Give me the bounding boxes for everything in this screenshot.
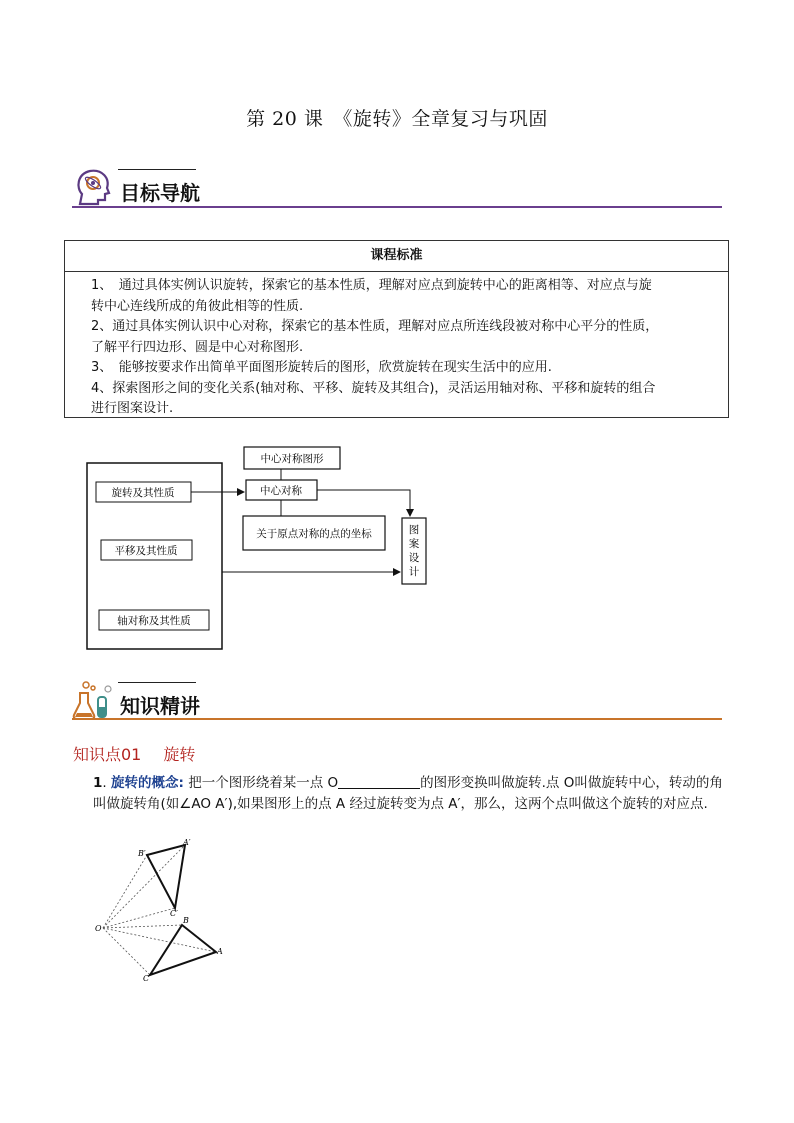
design-char: 计 [408,566,420,578]
section-top-line [118,169,196,170]
standard-line: 转中心连线所成的角彼此相等的性质. [91,298,304,314]
arrow-center-to-design [317,490,410,516]
design-char: 设 [408,552,420,564]
knowledge-point-name: 旋转 [163,745,196,764]
section-rule [72,206,722,208]
label-B: B [183,916,189,925]
curriculum-standards-box [64,240,729,418]
item-number: 1 [93,775,103,791]
flask-icon [72,679,114,721]
section-header-knowledge [72,677,722,723]
label-B-prime: B′ [138,849,146,858]
label-O: O [95,924,102,933]
standard-line: 进行图案设计. [91,401,174,416]
central-symmetry-label: 中心对称 [260,485,302,497]
rotated-triangle [147,845,185,908]
section-title: 目标导航 [120,181,200,205]
central-symmetric-figure-label: 中心对称图形 [260,453,324,465]
standards-body [65,272,728,420]
rotation-figure [90,835,240,985]
knowledge-point-label: 知识点01 [73,745,142,764]
concept-text-before: 把一个图形绕着某一点 O [188,775,339,791]
fill-blank[interactable] [338,774,420,789]
standard-line: 1、 通过具体实例认识旋转，探索它的基本性质，理解对应点到旋转中心的距离相等、对应点与旋 [91,278,652,293]
reflection-label: 轴对称及其性质 [117,615,191,627]
section-top-line [118,682,196,683]
concept-flowchart [0,430,794,660]
concept-text-after: 的图形变换叫做旋转.点 O叫做旋转中心，转动的角叫做旋转角(如∠AO A′),如果图形上的点 A 经过旋转变为点 A′，那么，这两个点叫做这个旋转的对应点. [93,775,723,812]
design-char: 案 [408,538,420,550]
label-C-prime: C′ [170,909,178,918]
design-char: 图 [408,524,420,536]
section-title: 知识精讲 [120,694,200,718]
standard-line: 3、 能够按要求作出简单平面图形旋转后的图形，欣赏旋转在现实生活中的应用. [91,360,552,375]
standard-line: 4、探索图形之间的变化关系(轴对称、平移、旋转及其组合)，灵活运用轴对称、平移和旋转的组合 [91,380,656,396]
concept-term: 旋转的概念: [111,775,184,791]
standards-heading: 课程标准 [65,241,728,272]
label-A: A [217,947,223,956]
origin-symmetry-label: 关于原点对称的点的坐标 [256,528,372,540]
rotation-concept-paragraph: 1. 旋转的概念: 把一个图形绕着某一点 O 的图形变换叫做旋转.点 O叫做旋转中心，转动的角叫做旋转角(如∠AO A′),如果图形上的点 A 经过旋转变为点 A′，那么，这两个点叫做这个旋转的对应点. [93,775,723,812]
rotation-label: 旋转及其性质 [111,487,175,499]
section-header-goals [72,164,722,210]
label-C: C [143,974,150,983]
knowledge-point-title [73,742,217,765]
standard-line: 了解平行四边形、圆是中心对称图形. [91,339,304,355]
page-title: 第 20 课 《旋转》全章复习与巩固 [246,108,548,130]
label-A-prime: A′ [183,838,191,847]
head-brain-icon [72,166,114,208]
translation-label: 平移及其性质 [114,545,178,557]
section-rule [72,718,722,720]
standard-line: 2、通过具体实例认识中心对称，探索它的基本性质，理解对应点所连线段被对称中心平分的性质， [91,319,659,334]
